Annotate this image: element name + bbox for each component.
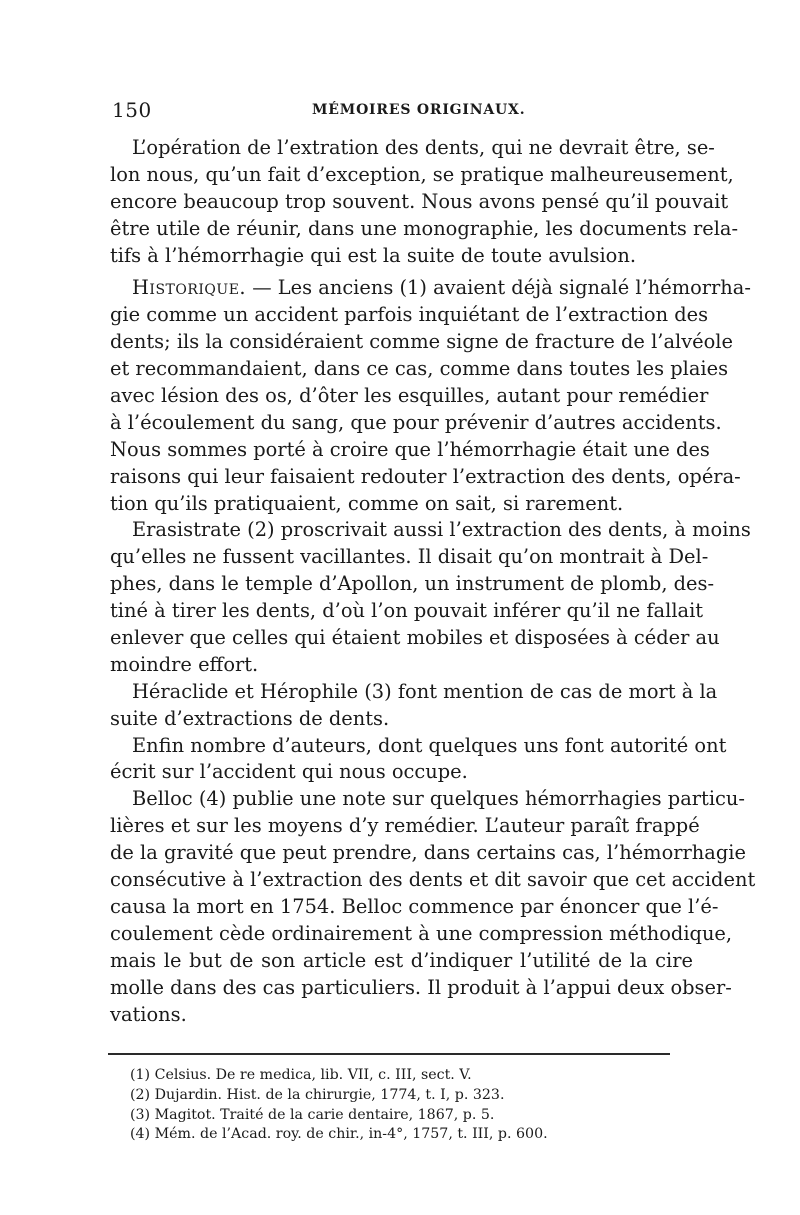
text-line: moindre effort.: [110, 652, 259, 676]
footnote-4: (4) Mém. de l’Acad. roy. de chir., in-4°, 1757, t. III, p. 600.: [130, 1126, 548, 1143]
text-line: être utile de réunir, dans une monographie, les documents rela-: [110, 216, 739, 240]
paragraph-historique: [110, 275, 751, 517]
page-header: [112, 98, 692, 124]
paragraph-heraclide: [110, 679, 718, 733]
text-line-rest: — Les anciens (1) avaient déjà signalé l’hémorrha-: [252, 276, 751, 300]
text-line: L’opération de l’extration des dents, qui ne devrait être, se-: [132, 136, 715, 159]
text-line: tion qu’ils pratiquaient, comme on sait, si rarement.: [110, 491, 624, 515]
text-line: phes, dans le temple d’Apollon, un instrument de plomb, des-: [110, 572, 715, 596]
text-line: avec lésion des os, d’ôter les esquilles, autant pour remédier: [110, 384, 709, 408]
text-line: tifs à l’hémorrhagie qui est la suite de toute avulsion.: [110, 243, 637, 267]
text-line: Enfin nombre d’auteurs, dont quelques uns font autorité ont: [132, 733, 727, 757]
text-line: dents; ils la considéraient comme signe de fracture de l’alvéole: [110, 330, 733, 354]
text-line: consécutive à l’extraction des dents et dit savoir que cet accident: [110, 868, 756, 892]
text-line: raisons qui leur faisaient redouter l’extraction des dents, opéra-: [110, 464, 741, 488]
text-line: encore beaucoup trop souvent. Nous avons pensé qu’il pouvait: [110, 189, 729, 213]
body-text: [110, 135, 756, 1028]
text-line: Belloc (4) publie une note sur quelques hémorrhagies particu-: [132, 787, 745, 811]
text-line: vations.: [110, 1002, 187, 1026]
text-line: à l’écoulement du sang, que pour prévenir d’autres accidents.: [110, 410, 722, 434]
footnote-2: (2) Dujardin. Hist. de la chirurgie, 1774, t. I, p. 323.: [130, 1086, 505, 1103]
text-line: mais le but de son article est d’indiquer l’utilité de la cire: [110, 948, 693, 972]
paragraph-erasistrate: [110, 517, 751, 678]
running-head: MÉMOIRES ORIGINAUX.: [312, 102, 526, 118]
page-number: 150: [112, 98, 152, 122]
text-line: molle dans des cas particuliers. Il produit à l’appui deux obser-: [110, 975, 732, 999]
footnote-rule: [108, 1053, 670, 1055]
text-line: tiné à tirer les dents, d’où l’on pouvait inférer qu’il ne fallait: [110, 599, 704, 623]
footnote-1: (1) Celsius. De re medica, lib. VII, c. III, sect. V.: [130, 1067, 472, 1083]
text-line: et recommandaient, dans ce cas, comme dans toutes les plaies: [110, 357, 729, 381]
text-line: Héraclide et Hérophile (3) font mention de cas de mort à la: [132, 679, 718, 703]
text-line: coulement cède ordinairement à une compression méthodique,: [110, 921, 733, 945]
paragraph-intro: [110, 135, 739, 269]
text-line: lières et sur les moyens d’y remédier. L’auteur paraît frappé: [110, 814, 700, 838]
text-line: Erasistrate (2) proscrivait aussi l’extraction des dents, à moins: [132, 518, 751, 542]
text-line: de la gravité que peut prendre, dans certains cas, l’hémorrhagie: [110, 841, 746, 865]
text-line: lon nous, qu’un fait d’exception, se pratique malheureusement,: [110, 162, 734, 186]
footnotes: [130, 1066, 590, 1145]
text-line: gie comme un accident parfois inquiétant de l’extraction des: [110, 303, 709, 327]
text-line: Nous sommes porté à croire que l’hémorrhagie était une des: [110, 437, 710, 461]
paragraph-auteurs: [110, 733, 727, 787]
text-line: suite d’extractions de dents.: [110, 706, 390, 730]
text-line: qu’elles ne fussent vacillantes. Il disait qu’on montrait à Del-: [110, 545, 709, 569]
paragraph-belloc: [110, 786, 756, 1028]
text-line: causa la mort en 1754. Belloc commence par énoncer que l’é-: [110, 894, 719, 918]
section-heading: Historique.: [132, 276, 247, 300]
footnote-3: (3) Magitot. Traité de la carie dentaire, 1867, p. 5.: [130, 1106, 495, 1123]
text-line: [110, 275, 751, 302]
text-line: écrit sur l’accident qui nous occupe.: [110, 760, 468, 784]
text-line: enlever que celles qui étaient mobiles et disposées à céder au: [110, 626, 720, 650]
